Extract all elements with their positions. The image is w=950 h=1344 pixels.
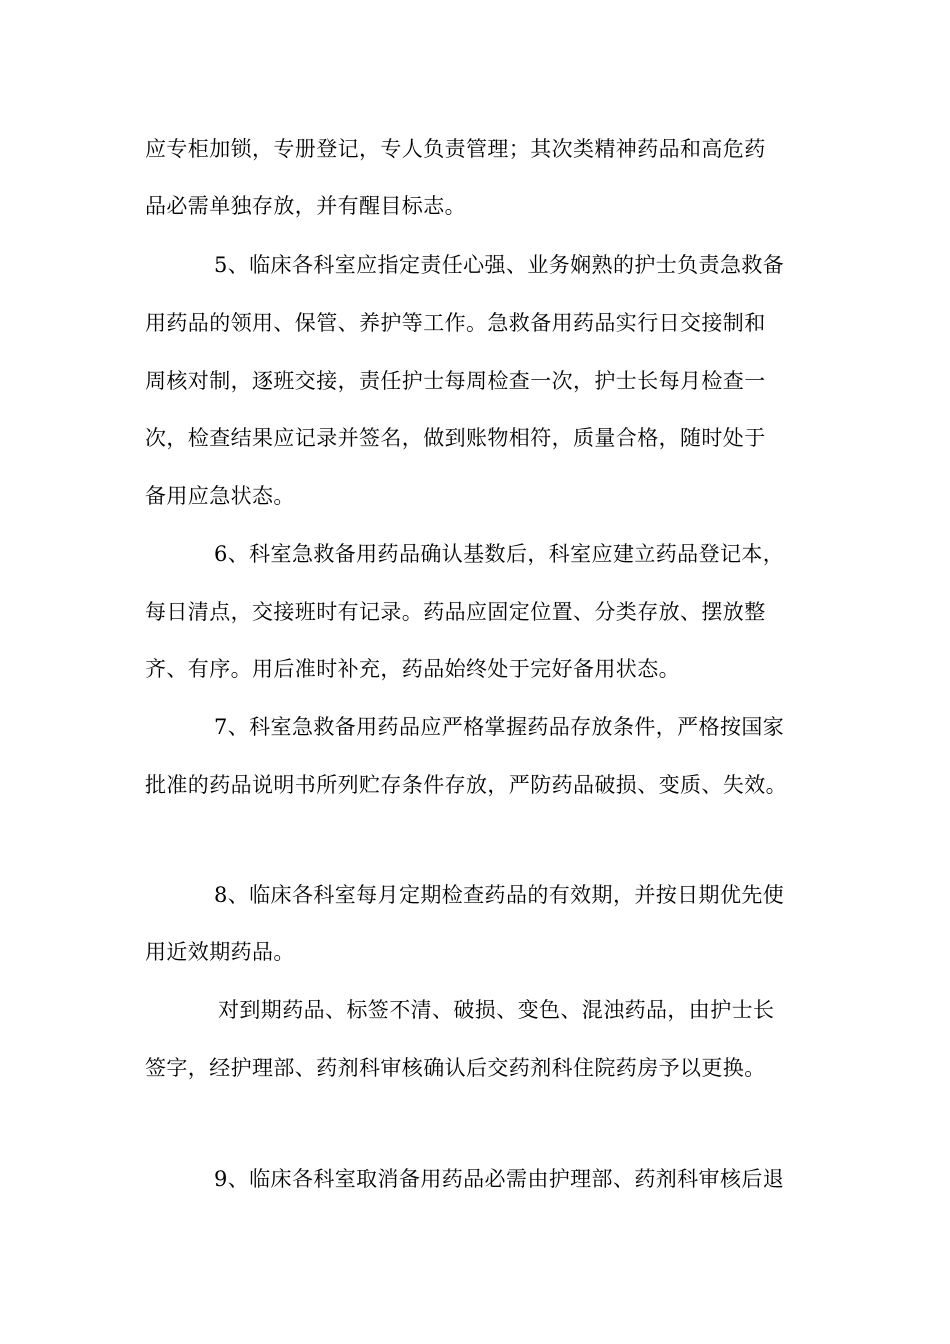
text-line: 应专柜加锁，专册登记，专人负责管理；其次类精神药品和高危药 — [145, 137, 766, 161]
text-line: 签字，经护理部、药剂科审核确认后交药剂科住院药房予以更换。 — [145, 1056, 766, 1080]
text-line: 用药品的领用、保管、养护等工作。急救备用药品实行日交接制和 — [145, 311, 766, 335]
text-line: 次，检查结果应记录并签名，做到账物相符，质量合格，随时处于 — [145, 426, 766, 450]
paragraph-5-start: 5、临床各科室应指定责任心强、业务娴熟的护士负责急救备 — [214, 253, 785, 277]
paragraph-9-start: 9、临床各科室取消备用药品必需由护理部、药剂科审核后退 — [214, 1167, 785, 1191]
text-line: 批准的药品说明书所列贮存条件存放，严防药品破损、变质、失效。 — [145, 773, 787, 797]
paragraph-8-start: 8、临床各科室每月定期检查药品的有效期，并按日期优先使 — [214, 883, 785, 907]
text-line: 品必需单独存放，并有醒目标志。 — [145, 194, 466, 218]
text-line: 用近效期药品。 — [145, 940, 295, 964]
text-line: 每日清点，交接班时有记录。药品应固定位置、分类存放、摆放整 — [145, 600, 766, 624]
paragraph-6-start: 6、科室急救备用药品确认基数后，科室应建立药品登记本， — [214, 542, 785, 566]
paragraph-7-start: 7、科室急救备用药品应严格掌握药品存放条件，严格按国家 — [214, 715, 785, 739]
text-line: 备用应急状态。 — [145, 484, 295, 508]
text-line: 周核对制，逐班交接，责任护士每周检查一次，护士长每月检查一 — [145, 369, 766, 393]
text-line: 齐、有序。用后准时补充，药品始终处于完好备用状态。 — [145, 657, 680, 681]
paragraph-expired-start: 对到期药品、标签不清、破损、变色、混浊药品，由护士长 — [218, 998, 775, 1022]
